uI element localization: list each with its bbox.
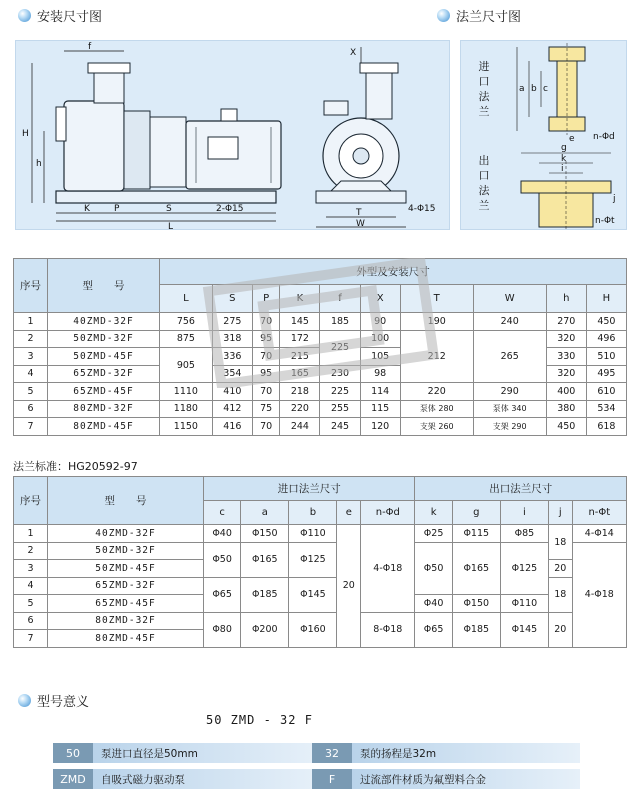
table-row [14,542,627,560]
table-cell: Φ160 [289,612,337,647]
table-cell: Φ40 [204,525,241,543]
dim-H: H [22,129,29,139]
table-cell: 172 [280,330,320,348]
table-cell: 400 [546,383,586,401]
table-cell: 495 [586,365,626,383]
outlet-group-header: 出口法兰尺寸 [415,477,627,501]
bullet-icon [18,694,31,707]
model-item-f: F 过流部件材质为氟塑料合金 [312,769,580,789]
inlet-group-header: 进口法兰尺寸 [204,477,415,501]
table-cell: 65ZMD-45F [48,383,160,401]
table-cell: H [586,285,626,313]
table-cell: 70 [252,383,279,401]
dim-nd: n-Φd [593,132,615,142]
table-cell: Φ25 [415,525,452,543]
table-cell: 120 [360,418,400,436]
table-cell: 115 [360,400,400,418]
table-cell: 100 [360,330,400,348]
table-cell: Φ185 [241,577,289,612]
table-cell: X [360,285,400,313]
dim-4-phi15: 4-Φ15 [408,204,436,214]
model-code: 50 ZMD - 32 F [206,713,313,727]
dim-P: P [114,204,120,214]
dim-L: L [168,222,174,231]
table-cell: a [241,501,289,525]
table-cell: Φ165 [452,542,500,595]
dim-k: k [561,154,567,164]
table-cell: 290 [473,383,546,401]
table-cell: 410 [212,383,252,401]
table-cell: 534 [586,400,626,418]
table-cell: 610 [586,383,626,401]
table-cell: Φ125 [500,542,548,595]
table-cell: 支架 260 [400,418,473,436]
table-cell: 7 [14,418,48,436]
table-cell: 105 [360,348,400,366]
table-cell: 4 [14,577,48,595]
table-cell: 1150 [160,418,213,436]
table-cell: 型 号 [48,477,204,525]
install-dimension-table [13,258,627,436]
table-cell: Φ85 [500,525,548,543]
table-cell: 5 [14,383,48,401]
table-cell: Φ65 [415,612,452,647]
table-cell: 218 [280,383,320,401]
model-item-50: 50 泵进口直径是50mm [53,743,317,763]
table-row [14,400,627,418]
inlet-flange-label: 进 口 法 兰 [478,60,490,118]
table-cell: 905 [160,348,213,383]
table-cell: 3 [14,348,48,366]
table-cell: 8-Φ18 [361,612,415,647]
table-cell: 240 [473,313,546,331]
table-cell: 212 [400,330,473,383]
table-cell: 98 [360,365,400,383]
table-cell: Φ200 [241,612,289,647]
table-cell: 序号 [14,477,48,525]
table-cell: 225 [320,383,360,401]
table-cell: Φ40 [415,595,452,613]
table-cell: 225 [320,330,360,365]
table-cell: 65ZMD-32F [48,577,204,595]
dim-a: a [519,84,525,94]
table-cell: 50ZMD-32F [48,330,160,348]
table-row [14,418,627,436]
table-cell: 618 [586,418,626,436]
table-cell: 270 [546,313,586,331]
pump-drawing-svg [16,41,451,231]
table-cell: 114 [360,383,400,401]
table-cell: 95 [252,330,279,348]
table-cell: Φ185 [452,612,500,647]
model-item-zmd: ZMD 自吸式磁力驱动泵 [53,769,317,789]
table-cell: i [500,501,548,525]
table-cell: 416 [212,418,252,436]
table-cell: 泵体 280 [400,400,473,418]
flange-section-title: 法兰尺寸图 [437,6,521,25]
dim-W: W [356,219,365,229]
flange-dimension-table [13,476,627,648]
table-cell: 220 [280,400,320,418]
dim-e: e [569,134,575,144]
table-cell: 50ZMD-45F [48,560,204,578]
table-cell: L [160,285,213,313]
table-cell: e [337,501,361,525]
table-cell: Φ115 [452,525,500,543]
table-cell: 18 [548,525,572,560]
table-cell: k [415,501,452,525]
table-cell: Φ50 [204,542,241,577]
flange-drawing [460,40,627,230]
table-cell: 320 [546,330,586,348]
table-cell: Φ165 [241,542,289,577]
table-cell: 70 [252,313,279,331]
table-cell: 2 [14,330,48,348]
dim-nt: n-Φt [595,216,615,226]
table-cell: 510 [586,348,626,366]
table-cell: 275 [212,313,252,331]
table-cell: g [452,501,500,525]
table-cell: 230 [320,365,360,383]
table-row [14,330,627,348]
table-cell: Φ50 [415,542,452,595]
table-cell: 496 [586,330,626,348]
table-cell: 4-Φ18 [361,525,415,613]
table-cell: Φ65 [204,577,241,612]
table-cell: 2 [14,542,48,560]
bullet-icon [18,9,31,22]
table-cell: 18 [548,577,572,612]
table-cell: 80ZMD-45F [48,418,160,436]
table-cell: 215 [280,348,320,366]
table-cell: 756 [160,313,213,331]
table-cell: 90 [360,313,400,331]
table-cell: 4-Φ18 [572,542,626,647]
table-cell: 泵体 340 [473,400,546,418]
table-cell: 354 [212,365,252,383]
table-cell: Φ145 [500,612,548,647]
dim-S: S [166,204,172,214]
table-cell: 4-Φ14 [572,525,626,543]
table-cell: 7 [14,630,48,648]
table-cell: 245 [320,418,360,436]
model-section-title: 型号意义 [18,691,89,710]
table-cell: f [320,285,360,313]
table-cell: 1 [14,313,48,331]
outlet-flange-label: 出 口 法 兰 [478,154,490,212]
group-header: 外型及安装尺寸 [160,259,627,285]
table-cell: Φ110 [289,525,337,543]
table-cell: 190 [400,313,473,331]
table-cell: 支架 290 [473,418,546,436]
table-cell: 20 [337,525,361,648]
table-cell: 40ZMD-32F [48,313,160,331]
table-cell: 330 [546,348,586,366]
table-cell: 165 [280,365,320,383]
table-cell: Φ150 [241,525,289,543]
table-row [14,525,627,543]
dim-T: T [356,208,362,218]
table-cell: 6 [14,612,48,630]
table-cell: 318 [212,330,252,348]
model-item-32: 32 泵的扬程是32m [312,743,580,763]
table-cell: W [473,285,546,313]
table-cell: 65ZMD-45F [48,595,204,613]
table-cell: 1 [14,525,48,543]
table-cell: Φ125 [289,542,337,577]
table-cell: 65ZMD-32F [48,365,160,383]
table-cell: 50ZMD-32F [48,542,204,560]
dim-b: b [531,84,537,94]
table-cell: 5 [14,595,48,613]
table-cell: n-Φd [361,501,415,525]
table-cell: 20 [548,612,572,647]
dim-c: c [543,84,548,94]
install-drawing [15,40,450,230]
table-cell: 185 [320,313,360,331]
table-cell: K [280,285,320,313]
table-cell: j [548,501,572,525]
table-cell: 220 [400,383,473,401]
table-row [14,612,627,630]
table-cell: 4 [14,365,48,383]
dim-f: f [88,42,92,52]
dim-h: h [36,159,42,169]
table-cell: 1180 [160,400,213,418]
table-cell: Φ145 [289,577,337,612]
table-cell: c [204,501,241,525]
table-cell: Φ80 [204,612,241,647]
table-cell: Φ110 [500,595,548,613]
table-cell: 95 [252,365,279,383]
table-cell: 80ZMD-32F [48,612,204,630]
col-model: 型 号 [48,259,160,313]
table-cell: 50ZMD-45F [48,348,160,366]
table-cell: 70 [252,348,279,366]
table-cell: P [252,285,279,313]
table-cell: 20 [548,560,572,578]
table-cell: 70 [252,418,279,436]
table-cell: 6 [14,400,48,418]
table-cell: T [400,285,473,313]
col-no: 序号 [14,259,48,313]
dim-2-phi15: 2-Φ15 [216,204,244,214]
install-section-title: 安装尺寸图 [18,6,102,25]
dim-g: g [561,143,567,153]
table-cell: h [546,285,586,313]
table-cell: 412 [212,400,252,418]
bullet-icon [437,9,450,22]
table-row [14,313,627,331]
dim-K: K [84,204,90,214]
dim-i: i [561,164,564,174]
table-cell: 75 [252,400,279,418]
table-cell: 3 [14,560,48,578]
table-cell: 320 [546,365,586,383]
table-cell: 80ZMD-32F [48,400,160,418]
table-cell: 450 [546,418,586,436]
table-cell: 450 [586,313,626,331]
dim-j: j [613,194,616,204]
table-cell: 380 [546,400,586,418]
table-row [14,383,627,401]
table-cell: n-Φt [572,501,626,525]
table-cell: 875 [160,330,213,348]
table-cell: S [212,285,252,313]
table-cell: 145 [280,313,320,331]
table-cell: 265 [473,330,546,383]
table-cell: 336 [212,348,252,366]
flange-standard: 法兰标准：HG20592-97 [13,460,138,473]
table-cell: 80ZMD-45F [48,630,204,648]
table-cell: 244 [280,418,320,436]
table-cell: Φ150 [452,595,500,613]
table-cell: 1110 [160,383,213,401]
table-cell: 40ZMD-32F [48,525,204,543]
table-cell: 255 [320,400,360,418]
dim-X: X [350,48,357,58]
table-cell: b [289,501,337,525]
